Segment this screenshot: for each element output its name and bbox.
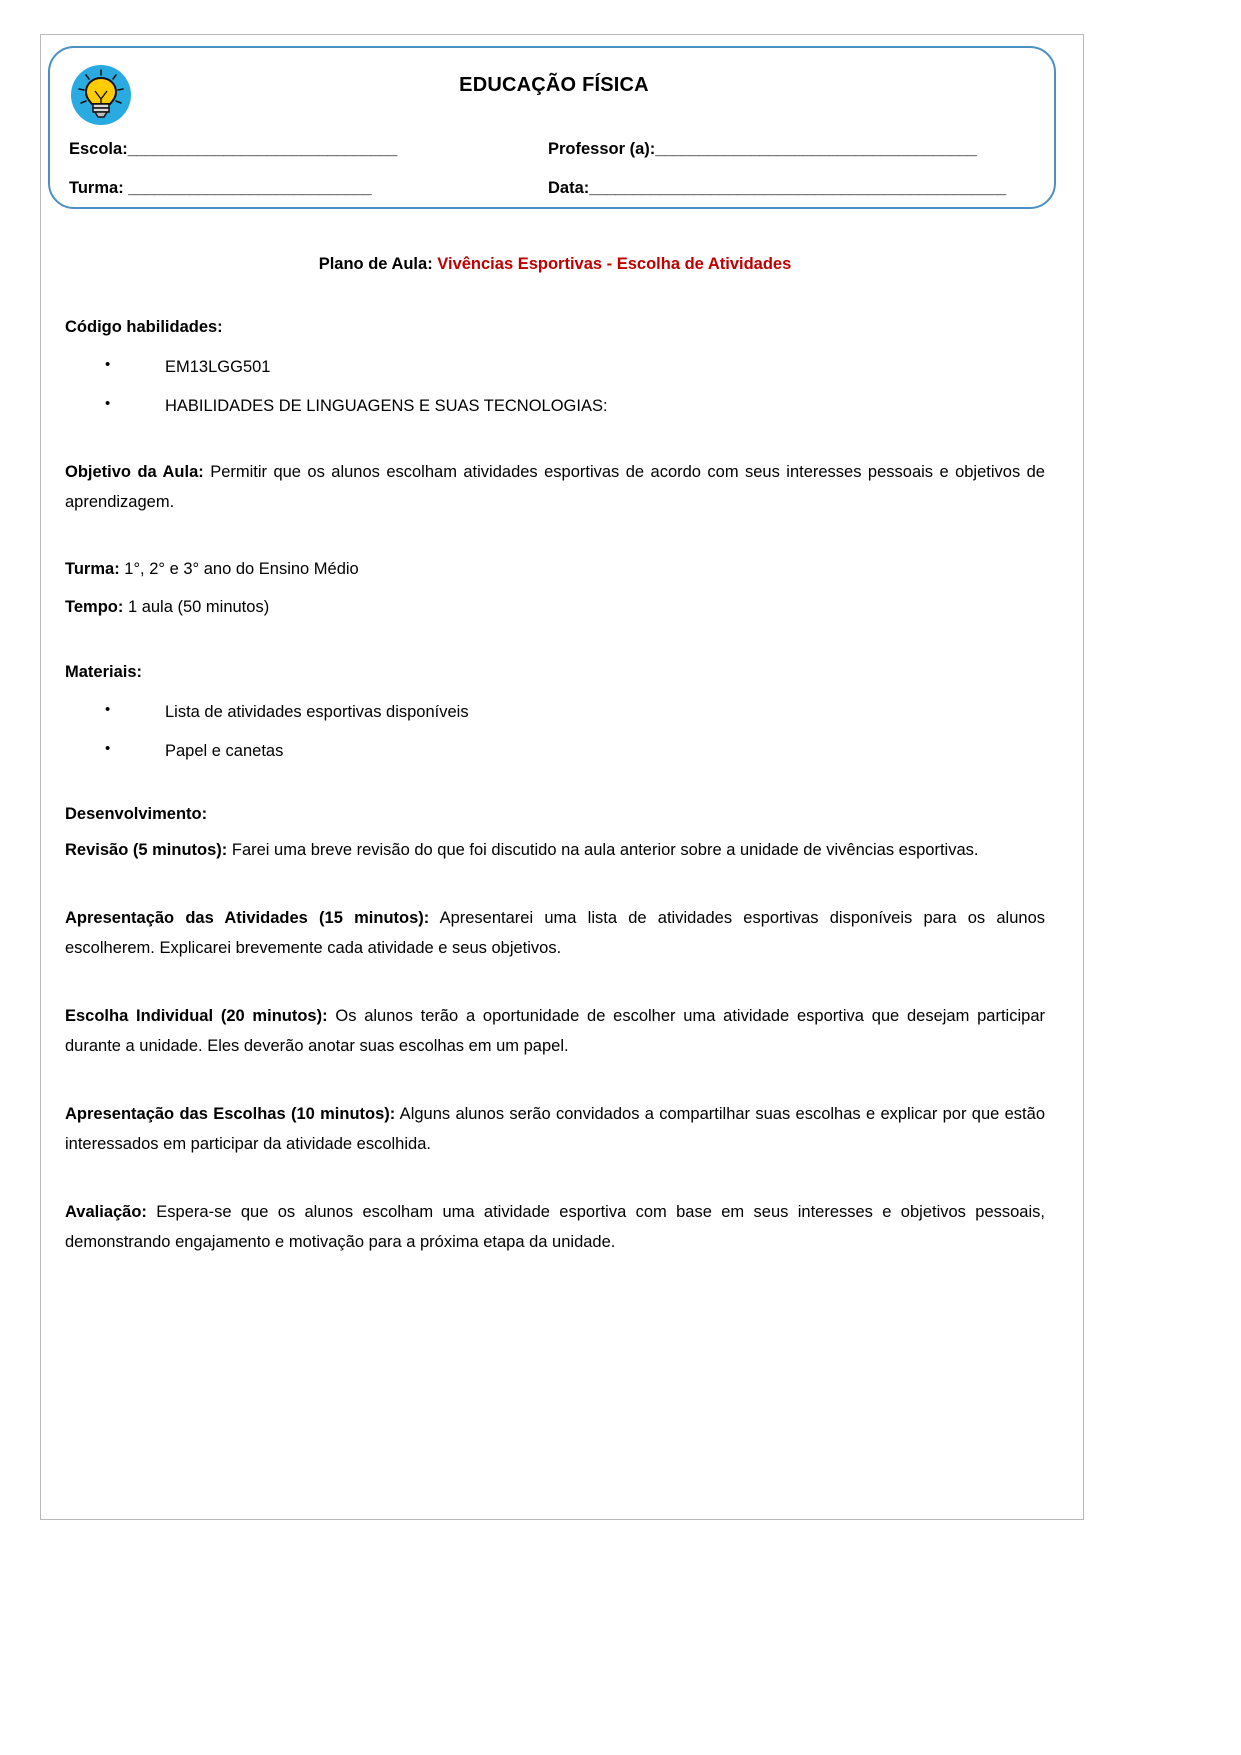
paragraph-turma bbox=[65, 555, 1045, 583]
text-avaliacao: Espera-se que os alunos escolham uma atividade esportiva com base em seus interesses e objetivos pessoais, demonstrando engajamento e motivação para a próxima etapa da unidade. bbox=[65, 1202, 1045, 1251]
list-item: • EM13LGG501 bbox=[65, 355, 1045, 380]
plan-title bbox=[65, 252, 1045, 277]
text-escolha-individual: Os alunos terão a oportunidade de escolher uma atividade esportiva que desejam participar durante a unidade. Eles deverão anotar suas escolhas em um papel. bbox=[65, 1006, 1045, 1055]
header-title: EDUCAÇÃO FÍSICA bbox=[459, 74, 649, 96]
label-objetivo: Objetivo da Aula: bbox=[65, 463, 204, 481]
field-escola[interactable] bbox=[69, 140, 397, 159]
text-apres-escolhas: Alguns alunos serão convidados a compartilhar suas escolhas e explicar por que estão interessados em participar da atividade escolhida. bbox=[65, 1104, 1045, 1153]
field-data-line: ________________________________________________ bbox=[589, 179, 1006, 197]
section-label-codigo: Código habilidades: bbox=[65, 317, 223, 336]
paragraph-apres-escolhas bbox=[65, 1099, 1045, 1159]
section-label-materiais: Materiais: bbox=[65, 662, 143, 681]
list-item: • Lista de atividades esportivas disponíveis bbox=[65, 700, 1045, 725]
field-professor-label: Professor (a): bbox=[548, 140, 656, 158]
field-turma-label: Turma: bbox=[69, 179, 129, 197]
text-turma: 1°, 2° e 3° ano do Ensino Médio bbox=[119, 560, 359, 579]
field-professor-line: _____________________________________ bbox=[655, 140, 977, 158]
field-data-label: Data: bbox=[548, 179, 590, 197]
field-professor[interactable] bbox=[548, 140, 976, 159]
document-body bbox=[65, 236, 1045, 1257]
label-apres-atividades: Apresentação das Atividades (15 minutos): bbox=[65, 908, 430, 927]
paragraph-avaliacao bbox=[65, 1197, 1045, 1257]
field-turma-line: ____________________________ bbox=[128, 179, 372, 197]
field-escola-line: _______________________________ bbox=[127, 140, 397, 158]
paragraph-apres-atividades bbox=[65, 903, 1045, 963]
paragraph-escolha-individual bbox=[65, 1001, 1045, 1061]
label-avaliacao: Avaliação: bbox=[65, 1202, 147, 1221]
field-escola-label: Escola: bbox=[69, 140, 128, 158]
header-card bbox=[48, 46, 1056, 209]
label-escolha-individual: Escolha Individual (20 minutos): bbox=[65, 1006, 328, 1025]
section-label-desenvolvimento: Desenvolvimento: bbox=[65, 805, 208, 824]
text-tempo: 1 aula (50 minutos) bbox=[123, 598, 270, 617]
paragraph-tempo bbox=[65, 593, 1045, 621]
text-revisao: Farei uma breve revisão do que foi discutido na aula anterior sobre a unidade de vivências esportivas. bbox=[227, 840, 979, 859]
plan-title-prefix: Plano de Aula: bbox=[318, 255, 438, 273]
paragraph-objetivo bbox=[65, 457, 1045, 517]
paragraph-revisao bbox=[65, 835, 1045, 865]
label-revisao: Revisão (5 minutos): bbox=[65, 840, 228, 859]
label-turma: Turma: bbox=[65, 560, 120, 579]
label-tempo: Tempo: bbox=[65, 598, 124, 617]
plan-title-accent: Vivências Esportivas - Escolha de Atividades bbox=[437, 255, 792, 273]
codigo-habilidades-list bbox=[65, 355, 1045, 420]
text-objetivo: Permitir que os alunos escolham atividades esportivas de acordo com seus interesses pessoais e objetivos de aprendizagem. bbox=[65, 463, 1045, 512]
list-item: • HABILIDADES DE LINGUAGENS E SUAS TECNOLOGIAS: bbox=[65, 394, 1045, 419]
list-item: • Papel e canetas bbox=[65, 739, 1045, 764]
field-data[interactable] bbox=[548, 179, 1006, 198]
field-turma[interactable] bbox=[69, 179, 371, 198]
text-apres-atividades: Apresentarei uma lista de atividades esportivas disponíveis para os alunos escolherem. Explicarei brevemente cada atividade e seus objetivos. bbox=[65, 908, 1045, 957]
materiais-list bbox=[65, 700, 1045, 765]
label-apres-escolhas: Apresentação das Escolhas (10 minutos): bbox=[65, 1104, 396, 1123]
